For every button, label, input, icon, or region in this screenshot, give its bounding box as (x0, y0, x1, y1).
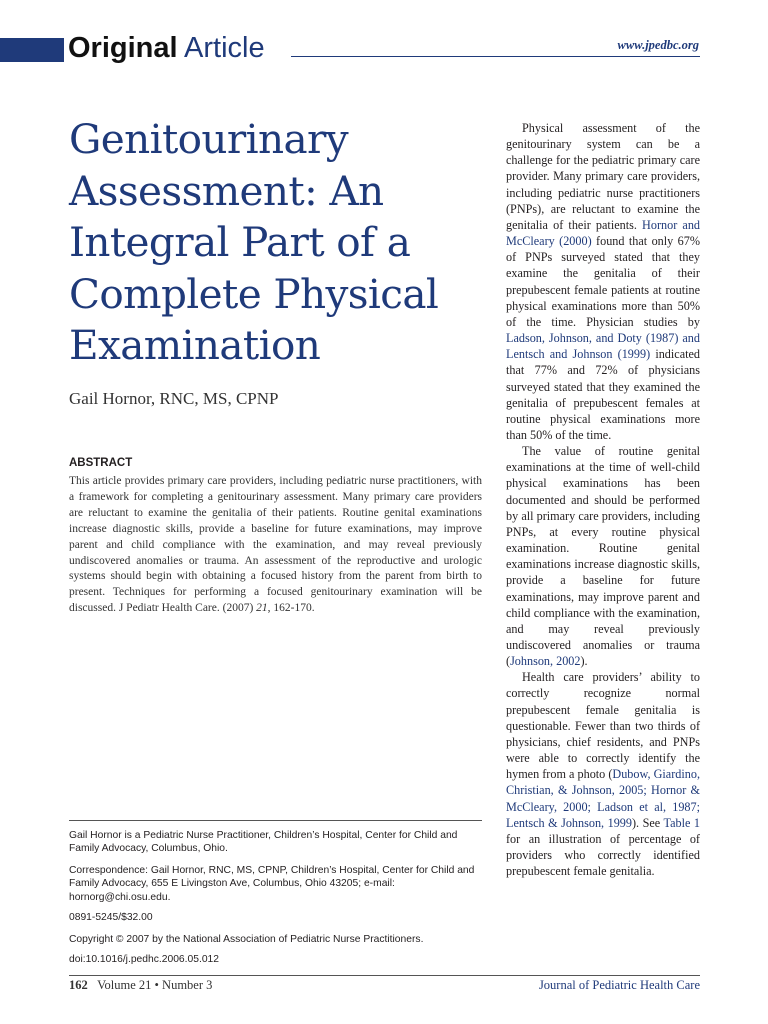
body-column (506, 120, 700, 879)
body-text: indicated that 77% and 72% of physicians surveyed stated that they examined the genitalia of prepubescent females at routine physical examinations more than 50% of the time. (506, 347, 700, 442)
table-link[interactable]: Table 1 (663, 815, 700, 830)
abstract-body: This article provides primary care providers, including pediatric nurse practitioners, with a framework for completing a genitourinary assessment. Many primary care providers are reluctant to examine the genitalia of their patients. Routine genital examinations increase diagnostic skills, provide a baseline for future examinations, may improve parent and child compliance with the examination, and may reveal previously undiscovered anomalies or trauma. An assessment of the reproductive and urologic systems should begin with obtaining a focused history from the parent from birth to present. Techniques for performing a focused genitourinary examination will be discussed. J Pediatr Health Care. (2007) (69, 475, 482, 615)
body-text: ). (580, 654, 588, 669)
abstract-text (69, 474, 482, 617)
footer-issue-info (69, 978, 212, 993)
doi: doi:10.1016/j.pedhc.2006.05.012 (69, 954, 220, 965)
journal-url-link[interactable]: www.jpedbc.org (617, 38, 699, 52)
body-text: The value of routine genital examinations at the time of well-child physical examinations has been documented and should be performed by all primary care providers, including PNPs, at every routine physical examination. Routine genital examinations increase diagnostic skills, provide a baseline for future examinations, may improve parent and child compliance with the examination, and may reveal previously undiscovered anomalies or trauma ( (506, 444, 700, 669)
body-text: found that only 67% of PNPs surveyed stated that they examine the genitalia of their prepubescent female patients at routine physical examinations more than 50% of the time. Physician studies by (506, 234, 700, 329)
body-paragraph-2 (506, 443, 700, 669)
citation-link[interactable]: Ladson, Johnson, and Doty (1987) and Lentsch and Johnson (1999) (506, 331, 700, 362)
body-text: ). See (631, 815, 664, 830)
citation-link[interactable]: Hornor and McCleary (2000) (506, 217, 701, 249)
abstract-volume: 21 (256, 602, 268, 615)
citation-link[interactable]: Dubow, Giardino, Christian, & Johnson, 2005; Hornor & McCleary, 2000; Ladson et al, 1987; Lentsch & Johnson, 1999 (506, 767, 700, 830)
correspondence: Correspondence: Gail Hornor, RNC, MS, CPNP, Children’s Hospital, Center for Child and Family Advocacy, 655 E Livingston Ave, Columbus, Ohio 43205; e-mail: hornorg@chi.osu.edu. (69, 865, 475, 903)
footnote-rule (69, 820, 482, 821)
journal-name: Journal of Pediatric Health Care (538, 978, 700, 992)
section-label-rest: Article (184, 32, 265, 64)
abstract-heading: ABSTRACT (69, 457, 133, 469)
author-line: Gail Hornor, RNC, MS, CPNP (69, 389, 279, 408)
abstract-pages: , 162-170. (267, 602, 315, 615)
section-label-bold: Original (68, 32, 178, 64)
body-text: Physical assessment of the genitourinary system can be a challenge for the pediatric primary care provider. Many primary care providers, including pediatric nurse practitioners (PNPs), are reluctant to examine the genitalia of their patients. (506, 121, 700, 232)
copyright-notice: Copyright © 2007 by the National Association of Pediatric Nurse Practitioners. (69, 934, 424, 945)
header-accent-bar (0, 38, 64, 62)
citation-link[interactable]: Johnson, 2002 (510, 654, 581, 669)
page-number: 162 (69, 978, 88, 992)
body-paragraph-1 (506, 120, 700, 443)
author-affiliation: Gail Hornor is a Pediatric Nurse Practitioner, Children’s Hospital, Center for Child and Family Advocacy, Columbus, Ohio. (69, 830, 458, 855)
footer-rule (69, 975, 700, 976)
volume-issue: Volume 21 • Number 3 (97, 978, 213, 992)
section-label (68, 30, 265, 66)
header-rule (291, 56, 700, 57)
price-code: 0891-5245/$32.00 (69, 912, 153, 923)
body-text: for an illustration of percentage of providers who correctly identified prepubescent female genitalia. (506, 831, 700, 879)
body-text: Health care providers’ ability to correctly recognize normal prepubescent female genitalia is questionable. Fewer than two thirds of physicians, chief residents, and PNPs were able to correctly identify the hymen from a photo ( (506, 670, 700, 782)
article-title: Genitourinary Assessment: An Integral Part of a Complete Physical Examination (69, 115, 439, 369)
body-paragraph-3 (506, 669, 700, 879)
